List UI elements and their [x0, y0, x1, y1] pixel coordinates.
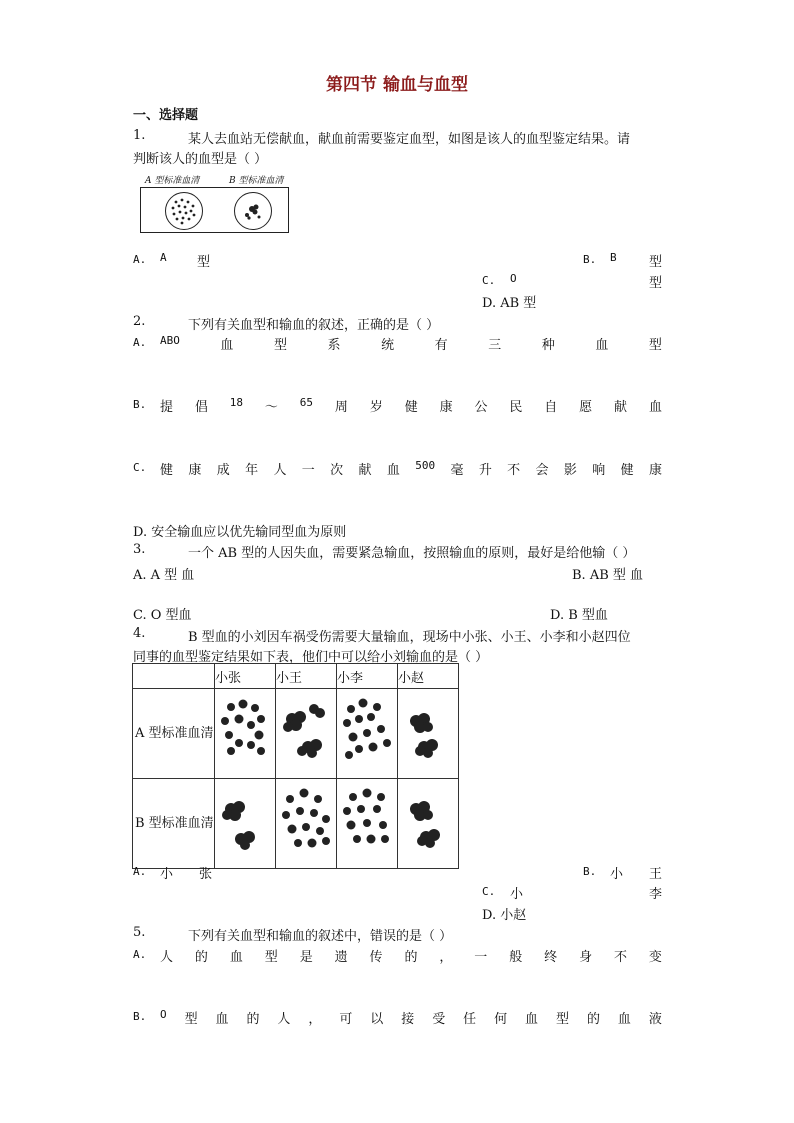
q5-option-b: O 型 血 的 人 ， 可 以 接 受 任 何 血 型 的 血 液 [160, 1008, 662, 1027]
q1-caption-b: B 型标准血清 [229, 176, 284, 186]
q1-dish-a [165, 192, 203, 230]
q5-option-a: 人 的 血 型 是 遗 传 的 ， 一 般 终 身 不 变 [160, 950, 662, 965]
q2-option-b-letter: B. [133, 398, 147, 411]
q2-option-c: 健 康 成 年 人 一 次 献 血 500 毫 升 不 会 影 响 健 康 [160, 459, 662, 478]
result-cell [337, 779, 398, 869]
clumped-cells-icon [276, 689, 336, 774]
q4-option-c-letter: C. [482, 885, 496, 898]
q4-option-d: D. 小赵 [482, 908, 527, 923]
row-label: A 型标准血清 [133, 689, 215, 779]
q1-option-b: B 型 [610, 251, 662, 270]
q4-option-c: 小 李 [510, 887, 662, 902]
scattered-cells-icon [215, 689, 275, 774]
table-header-cell: 小张 [215, 664, 276, 689]
clumped-cells [235, 193, 271, 229]
result-cell [215, 779, 276, 869]
result-cell [398, 779, 459, 869]
agglutinated-dots [166, 193, 202, 229]
q5-stem: 下列有关血型和输血的叙述中，错误的是（ ） [188, 929, 453, 944]
q4-number: 4. [133, 626, 146, 641]
q2-option-a-letter: A. [133, 336, 147, 349]
q1-option-a-letter: A. [133, 253, 147, 266]
q2-stem: 下列有关血型和输血的叙述，正确的是（ ） [188, 318, 440, 333]
q4-option-a-letter: A. [133, 865, 147, 878]
q4-option-b-letter: B. [583, 865, 597, 878]
q1-option-c: O 型 [510, 272, 662, 291]
result-cell [276, 779, 337, 869]
q3-option-d: D. B 型血 [550, 608, 608, 623]
q2-option-a: ABO 血 型 系 统 有 三 种 血 型 [160, 334, 662, 353]
q5-option-b-letter: B. [133, 1010, 147, 1023]
table-row [133, 689, 459, 779]
q4-option-a: 小 张 [160, 867, 212, 882]
q1-number: 1. [133, 128, 146, 143]
table-header-cell: 小李 [337, 664, 398, 689]
table-header-cell: 小王 [276, 664, 337, 689]
q4-stem-line1: B 型血的小刘因车祸受伤需要大量输血，现场中小张、小王、小李和小赵四位 [188, 630, 631, 645]
q3-option-c: C. O 型血 [133, 608, 192, 623]
q3-stem: 一个 AB 型的人因失血，需要紧急输血，按照输血的原则，最好是给他输（ ） [188, 546, 636, 561]
q2-option-d: D. 安全输血应以优先输同型血为原则 [133, 525, 347, 540]
q2-number: 2. [133, 314, 146, 329]
q5-number: 5. [133, 925, 146, 940]
section-heading: 一、选择题 [133, 108, 199, 123]
q1-figure [140, 176, 289, 233]
q1-option-c-letter: C. [482, 274, 496, 287]
q1-option-a: A 型 [160, 251, 210, 270]
table-corner-cell [133, 664, 215, 689]
clumped-cells-icon [398, 689, 458, 774]
q5-option-a-letter: A. [133, 948, 147, 961]
scattered-cells-icon [337, 779, 397, 864]
table-row [133, 779, 459, 869]
q2-option-b: 提 倡 18 ～ 65 周 岁 健 康 公 民 自 愿 献 血 [160, 396, 662, 415]
q2-option-c-letter: C. [133, 461, 147, 474]
q3-option-a: A. A 型 血 [133, 568, 195, 583]
q1-option-d: D. AB 型 [482, 296, 537, 311]
q4-stem-line2: 同事的血型鉴定结果如下表，他们中可以给小刘输血的是（ ） [133, 650, 489, 665]
result-cell [337, 689, 398, 779]
q1-dish-b [234, 192, 272, 230]
q3-option-b: B. AB 型 血 [572, 568, 644, 583]
row-label: B 型标准血清 [133, 779, 215, 869]
page-title: 第四节 输血与血型 [326, 75, 468, 95]
q1-option-b-letter: B. [583, 253, 597, 266]
result-cell [276, 689, 337, 779]
table-header-row [133, 664, 459, 689]
clumped-cells-icon [215, 779, 275, 864]
blood-type-table [132, 663, 459, 869]
q3-number: 3. [133, 542, 146, 557]
q1-stem-line1: 某人去血站无偿献血，献血前需要鉴定血型，如图是该人的血型鉴定结果。请 [188, 132, 631, 147]
q1-caption-a: A 型标准血清 [145, 176, 200, 186]
scattered-cells-icon [337, 689, 397, 774]
result-cell [398, 689, 459, 779]
result-cell [215, 689, 276, 779]
q1-stem-line2: 判断该人的血型是（ ） [133, 152, 268, 167]
scattered-cells-icon [276, 779, 336, 864]
table-header-cell: 小赵 [398, 664, 459, 689]
clumped-cells-icon [398, 779, 458, 864]
q4-option-b: 小 王 [610, 867, 662, 882]
